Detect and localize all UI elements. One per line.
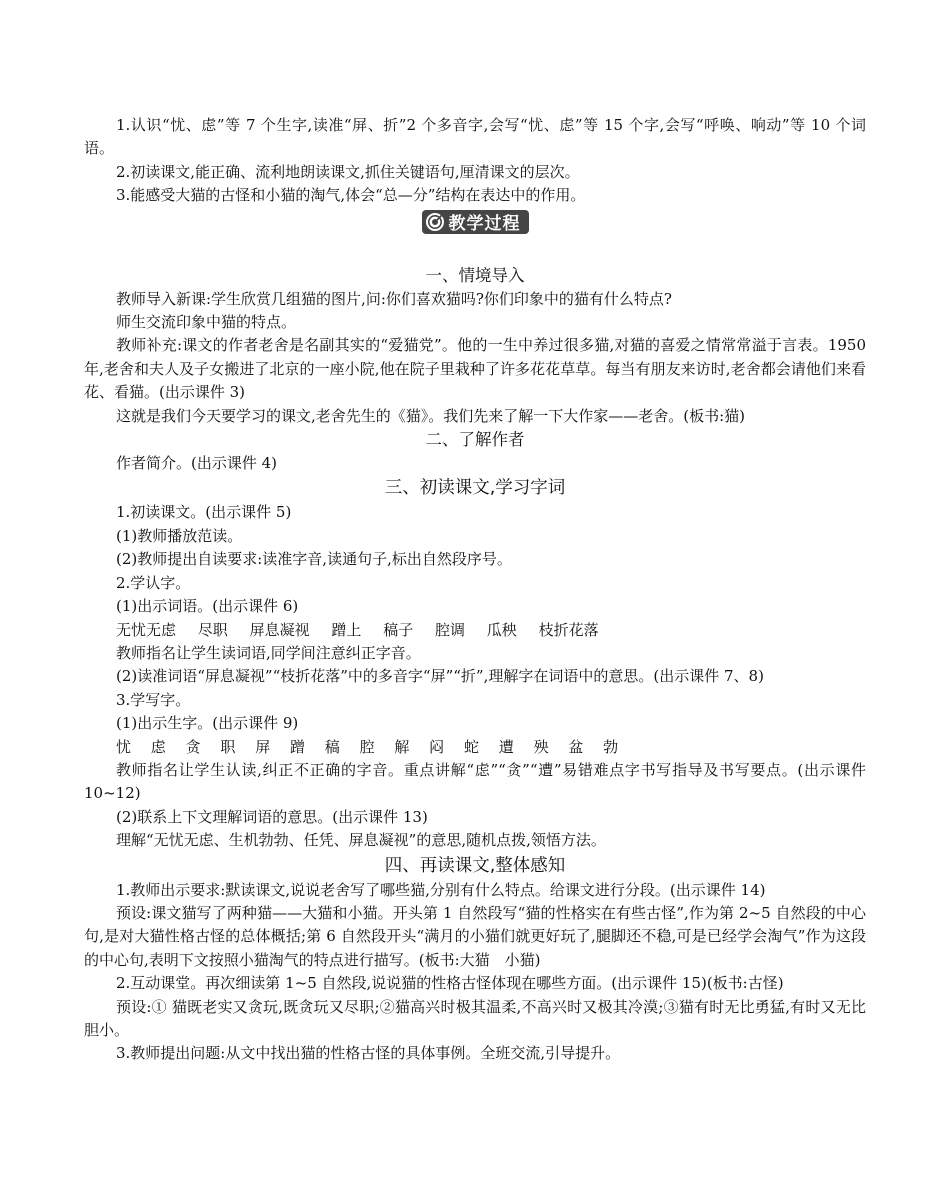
section-author <box>84 428 866 475</box>
new-character: 忧 <box>116 737 132 756</box>
objective-1: 1.认识“忧、虑”等 7 个生字,读准“屏、折”2 个多音字,会写“忧、虑”等 15 个字,会写“呼唤、响动”等 10 个词语。 <box>84 116 866 158</box>
vocabulary-word: 瓜秧 <box>486 620 517 639</box>
new-character: 屏 <box>255 737 271 756</box>
new-character: 殃 <box>533 737 549 756</box>
new-character: 稿 <box>324 737 340 756</box>
teaching-process-banner <box>422 210 529 234</box>
section-overall-perception <box>84 853 866 1066</box>
paragraph: 师生交流印象中猫的特点。 <box>116 313 297 332</box>
paragraph: 教师导入新课:学生欣赏几组猫的图片,问:你们喜欢猫吗?你们印象中的猫有什么特点? <box>116 289 672 308</box>
paragraph: (2)教师提出自读要求:读准字音,读通句子,标出自然段序号。 <box>116 550 512 569</box>
document-content <box>84 114 866 1066</box>
paragraph: (1)出示词语。(出示课件 6) <box>116 597 299 616</box>
vocabulary-word: 腔调 <box>434 620 465 639</box>
new-character: 闷 <box>429 737 445 756</box>
paragraph: (2)联系上下文理解词语的意思。(出示课件 13) <box>116 807 428 826</box>
vocabulary-word: 屏息凝视 <box>249 620 310 639</box>
paragraph: 预设:① 猫既老实又贪玩,既贪玩又尽职;②猫高兴时极其温柔,不高兴时又极其冷漠;③猫有时无比勇猛,有时又无比胆小。 <box>84 997 866 1039</box>
paragraph: 预设:课文猫写了两种猫——大猫和小猫。开头第 1 自然段写“猫的性格实在有些古怪”,作为第 2~5 自然段的中心句,是对大猫性格古怪的总体概括;第 6 自然段开头“满月的小猫们就更好玩了,腿脚还不稳,可是已经学会淘气”作为这段的中心句,表明下文按照小猫淘气的特点进行描写。(板书:大猫 小猫) <box>84 903 866 969</box>
paragraph: 作者简介。(出示课件 4) <box>116 454 278 473</box>
section-first-reading <box>84 475 866 852</box>
paragraph: 1.初读课文。(出示课件 5) <box>116 503 292 522</box>
banner-title: 教学过程 <box>448 214 521 235</box>
objective-2: 2.初读课文,能正确、流利地朗读课文,抓住关键语句,厘清课文的层次。 <box>116 162 580 181</box>
paragraph: (1)教师播放范读。 <box>116 526 243 545</box>
vocabulary-word: 稿子 <box>383 620 414 639</box>
paragraph: (1)出示生字。(出示课件 9) <box>116 714 299 733</box>
new-character: 勃 <box>603 737 619 756</box>
new-character: 贪 <box>185 737 201 756</box>
new-character: 职 <box>220 737 236 756</box>
section-heading: 三、初读课文,学习字词 <box>384 478 566 499</box>
new-character: 解 <box>394 737 410 756</box>
paragraph: 教师指名让学生读词语,同学间注意纠正字音。 <box>116 643 421 662</box>
new-character: 虑 <box>150 737 166 756</box>
new-characters-list <box>84 736 866 759</box>
new-character: 盆 <box>568 737 584 756</box>
vocabulary-word: 枝折花落 <box>538 620 599 639</box>
vocabulary-word: 无忧无虑 <box>116 620 177 639</box>
vocabulary-list <box>84 619 866 642</box>
paragraph: (2)读准词语“屏息凝视”“枝折花落”中的多音字“屏”“折”,理解字在词语中的意思。(出示课件 7、8) <box>116 667 764 686</box>
teaching-process-banner-wrap <box>84 210 866 240</box>
learning-objectives <box>84 114 866 208</box>
paragraph: 教师指名让学生认读,纠正不正确的字音。重点讲解“虑”“贪”“遭”易错难点字书写指导及书写要点。(出示课件 10~12) <box>84 760 866 803</box>
paragraph: 教师补充:课文的作者老舍是名副其实的“爱猫党”。他的一生中养过很多猫,对猫的喜爱之情常常溢于言表。1950 年,老舍和夫人及子女搬进了北京的一座小院,他在院子里栽种了许多花花草草。每当有朋友来访时,老舍都会请他们来看花、看猫。(出示课件 3) <box>84 336 866 402</box>
vocabulary-word: 尽职 <box>197 620 228 639</box>
paragraph: 3.学写字。 <box>116 690 191 709</box>
new-character: 遭 <box>498 737 514 756</box>
section-heading: 一、情境导入 <box>425 265 525 285</box>
section-introduction <box>84 264 866 428</box>
section-heading: 二、了解作者 <box>425 430 525 450</box>
paragraph: 2.学认字。 <box>116 573 191 592</box>
objective-3: 3.能感受大猫的古怪和小猫的淘气,体会“总—分”结构在表达中的作用。 <box>116 186 586 205</box>
paragraph: 3.教师提出问题:从文中找出猫的性格古怪的具体事例。全班交流,引导提升。 <box>116 1044 621 1063</box>
paragraph: 这就是我们今天要学习的课文,老舍先生的《猫》。我们先来了解一下大作家——老舍。(板书:猫) <box>116 406 746 425</box>
section-heading: 四、再读课文,整体感知 <box>384 855 566 876</box>
paragraph: 2.互动课堂。再次细读第 1~5 自然段,说说猫的性格古怪体现在哪些方面。(出示课件 15)(板书:古怪) <box>116 974 784 993</box>
new-character: 蹭 <box>289 737 305 756</box>
new-character: 蛇 <box>463 737 479 756</box>
target-icon <box>425 212 445 232</box>
paragraph: 理解“无忧无虑、生机勃勃、任凭、屏息凝视”的意思,随机点拨,领悟方法。 <box>116 831 606 850</box>
vocabulary-word: 蹭上 <box>331 620 362 639</box>
new-character: 腔 <box>359 737 375 756</box>
paragraph: 1.教师出示要求:默读课文,说说老舍写了哪些猫,分别有什么特点。给课文进行分段。(出示课件 14) <box>116 880 766 899</box>
